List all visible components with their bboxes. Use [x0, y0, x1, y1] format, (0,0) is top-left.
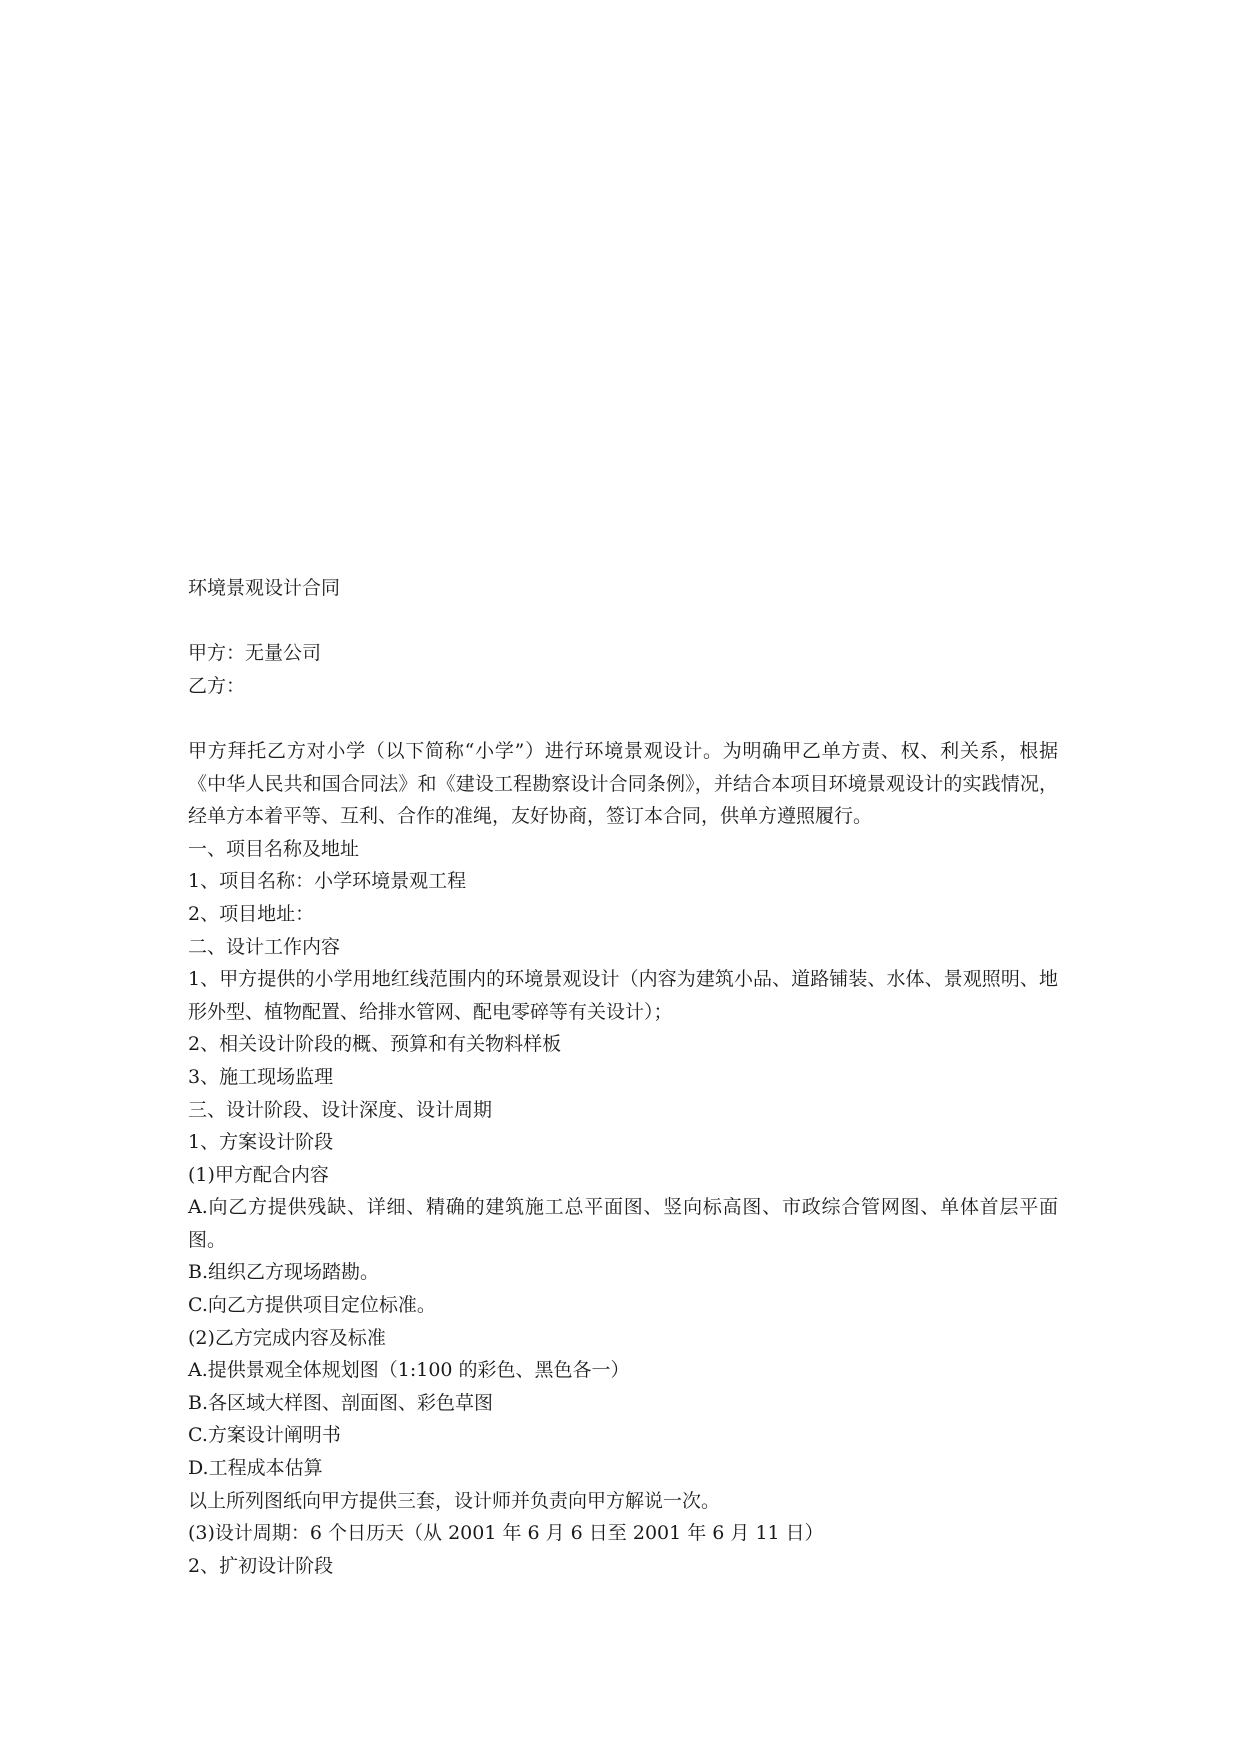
subsection-heading: (1)甲方配合内容 — [188, 1163, 329, 1186]
list-item: B.组织乙方现场踏勘。 — [188, 1261, 380, 1284]
list-item: D.工程成本估算 — [188, 1457, 323, 1480]
contract-body — [188, 572, 1058, 1582]
party-b: 乙方： — [188, 674, 246, 697]
section-heading-design-stages: 三、设计阶段、设计深度、设计周期 — [188, 1098, 493, 1121]
subsection-heading: (2)乙方完成内容及标准 — [188, 1326, 386, 1349]
list-item: A.向乙方提供残缺、详细、精确的建筑施工总平面图、竖向标高图、市政综合管网图、单体首层平面图。 — [188, 1196, 1058, 1251]
spacer — [188, 702, 1058, 735]
list-item: C.方案设计阐明书 — [188, 1424, 341, 1447]
spacer — [188, 605, 1058, 638]
list-item: 2、相关设计阶段的概、预算和有关物料样板 — [188, 1033, 562, 1056]
design-period: (3)设计周期：6 个日历天（从 2001 年 6 月 6 日至 2001 年 6 月 11 日） — [188, 1522, 824, 1545]
section-heading-design-scope: 二、设计工作内容 — [188, 935, 341, 958]
list-item: 1、甲方提供的小学用地红线范围内的环境景观设计（内容为建筑小品、道路铺装、水体、景观照明、地形外型、植物配置、给排水管网、配电零碎等有关设计）； — [188, 968, 1058, 1023]
party-a: 甲方：无量公司 — [188, 642, 322, 665]
note-text: 以上所列图纸向甲方提供三套，设计师并负责向甲方解说一次。 — [188, 1489, 721, 1512]
list-item: B.各区域大样图、剖面图、彩色草图 — [188, 1391, 494, 1414]
section-heading-project: 一、项目名称及地址 — [188, 837, 360, 860]
list-item: 1、项目名称：小学环境景观工程 — [188, 870, 467, 893]
stage-heading: 1、方案设计阶段 — [188, 1131, 334, 1154]
list-item: C.向乙方提供项目定位标准。 — [188, 1294, 436, 1317]
document-title: 环境景观设计合同 — [188, 577, 341, 599]
list-item: A.提供景观全体规划图（1:100 的彩色、黑色各一） — [188, 1359, 630, 1382]
list-item: 3、施工现场监理 — [188, 1065, 334, 1088]
list-item: 2、项目地址： — [188, 902, 315, 925]
intro-paragraph: 甲方拜托乙方对小学（以下简称“小学”）进行环境景观设计。为明确甲乙单方责、权、利关系，根据《中华人民共和国合同法》和《建设工程勘察设计合同条例》，并结合本项目环境景观设计的实践情况，经单方本着平等、互利、合作的准绳，友好协商，签订本合同，供单方遵照履行。 — [188, 739, 1058, 828]
stage-heading: 2、扩初设计阶段 — [188, 1554, 334, 1577]
